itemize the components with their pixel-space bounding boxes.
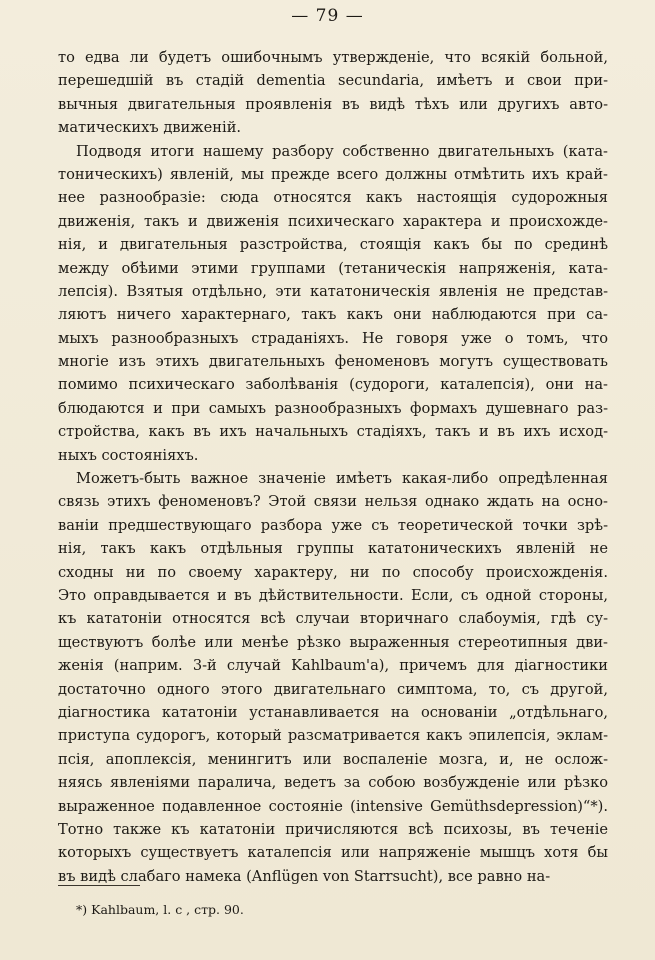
text-line: Подводя итоги нашему разбору собственно двигательныхъ (ката- bbox=[76, 142, 608, 160]
text-line: выраженное подавленное состояніе (intensive Gemüthsdepression)“*). bbox=[58, 797, 608, 815]
page-number: — 79 — bbox=[291, 6, 364, 26]
paragraph bbox=[58, 46, 608, 140]
text-line: Можетъ-быть важное значеніе имѣетъ какая-либо опредѣленная bbox=[76, 470, 608, 488]
text-line: многіе изъ этихъ двигательныхъ феноменовъ могутъ существовать bbox=[58, 353, 608, 371]
paragraph bbox=[58, 467, 608, 888]
text-line: къ кататоніи относятся всѣ случаи вторичнаго слабоумія, гдѣ су- bbox=[58, 610, 608, 628]
text-line: сходны ни по своему характеру, ни по способу происхожденія. bbox=[58, 563, 608, 581]
text-line: ваніи предшествующаго разбора уже съ теоретической точки зрѣ- bbox=[58, 516, 608, 534]
text-line: ныхъ состояніяхъ. bbox=[58, 446, 199, 464]
text-line: нія, и двигательныя разстройства, стоящія какъ бы по срединѣ bbox=[58, 236, 608, 254]
text-line: приступа судорогъ, который разсматривается какъ эпилепсія, эклам- bbox=[58, 727, 608, 745]
text-line: между обѣими этими группами (тетаническія напряженія, ката- bbox=[58, 259, 608, 277]
text-line: Это оправдывается и въ дѣйствительности. Если, съ одной стороны, bbox=[58, 586, 608, 604]
text-line: діагностика кататоніи устанавливается на основаніи „отдѣльнаго, bbox=[58, 703, 608, 721]
text-line: лепсія). Взятыя отдѣльно, эти кататоническія явленія не представ- bbox=[58, 282, 608, 300]
text-line: вычныя двигательныя проявленія въ видѣ тѣхъ или другихъ авто- bbox=[58, 95, 608, 113]
text-line: которыхъ существуетъ каталепсія или напряженіе мышцъ хотя бы bbox=[58, 844, 608, 862]
text-line: достаточно одного этого двигательнаго симптома, то, съ другой, bbox=[58, 680, 608, 698]
body-text bbox=[58, 46, 608, 888]
paragraph bbox=[58, 140, 608, 467]
text-line: женія (наприм. 3-й случай Kahlbaum'a), причемъ для діагностики bbox=[58, 657, 608, 675]
text-line: тоническихъ) явленій, мы прежде всего должны отмѣтить ихъ край- bbox=[58, 165, 608, 183]
text-line: ществуютъ болѣе или менѣе рѣзко выраженныя стереотипныя дви- bbox=[58, 633, 608, 651]
text-line: перешедшій въ стадій dementia secundaria, имѣетъ и свои при- bbox=[58, 72, 608, 90]
text-line: то едва ли будетъ ошибочнымъ утвержденіе, что всякій больной, bbox=[58, 49, 608, 66]
text-line: стройства, какъ въ ихъ начальныхъ стадіяхъ, такъ и въ ихъ исход- bbox=[58, 423, 608, 441]
text-line: Тотно также къ кататоніи причисляются всѣ психозы, въ теченіе bbox=[58, 820, 608, 838]
text-line: матическихъ движеній. bbox=[58, 119, 242, 137]
footnote: *) Kahlbaum, l. c , стр. 90. bbox=[76, 902, 244, 917]
text-line: въ видѣ слабаго намека (Anflügen von Starrsucht), все равно на- bbox=[58, 867, 551, 885]
text-line: нія, такъ какъ отдѣльныя группы кататоническихъ явленій не bbox=[58, 540, 608, 558]
text-line: псія, апоплексія, менингитъ или воспаленіе мозга, и, не ослож- bbox=[58, 750, 608, 768]
text-line: связь этихъ феноменовъ? Этой связи нельзя однако ждать на осно- bbox=[58, 493, 608, 511]
text-line: ляютъ ничего характернаго, такъ какъ они наблюдаются при са- bbox=[58, 306, 608, 324]
text-line: нее разнообразіе: сюда относятся какъ настоящія судорожныя bbox=[58, 189, 608, 207]
text-line: помимо психическаго заболѣванія (судороги, каталепсія), они на- bbox=[58, 376, 608, 394]
footnote-divider bbox=[58, 885, 140, 886]
text-line: мыхъ разнообразныхъ страданіяхъ. Не говоря уже о томъ, что bbox=[58, 329, 608, 347]
text-line: няясь явленіями паралича, ведетъ за собою возбужденіе или рѣзко bbox=[58, 774, 608, 792]
text-line: движенія, такъ и движенія психическаго характера и происхожде- bbox=[58, 212, 608, 230]
text-line: блюдаются и при самыхъ разнообразныхъ формахъ душевнаго раз- bbox=[58, 399, 608, 417]
